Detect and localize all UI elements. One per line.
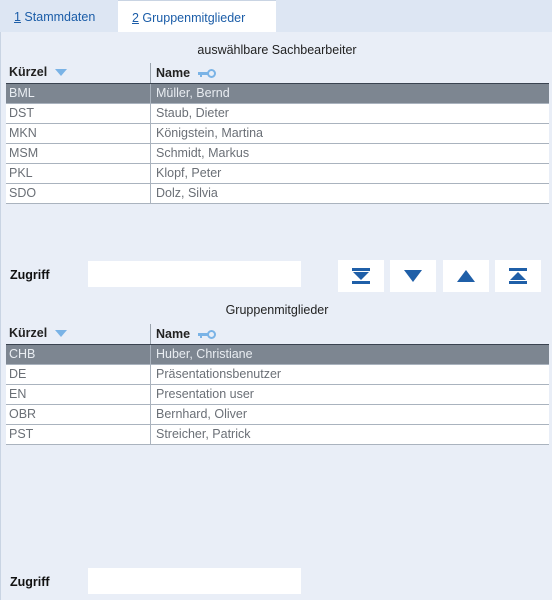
move-all-down-icon: [352, 268, 370, 284]
available-col-name-label: Name: [156, 66, 191, 80]
key-icon: [198, 69, 216, 78]
sort-desc-icon: [55, 330, 67, 337]
available-access-input[interactable]: [88, 261, 301, 287]
tab-stammdaten-label: Stammdaten: [20, 10, 96, 24]
table-row[interactable]: [6, 144, 549, 164]
available-col-kuerzel[interactable]: [9, 65, 67, 79]
move-all-up-icon: [509, 268, 527, 284]
members-col-name[interactable]: [150, 324, 216, 344]
cell-kuerzel: PKL: [9, 166, 33, 180]
tab-bar: [0, 0, 552, 32]
cell-name: Presentation user: [150, 385, 254, 404]
tab-stammdaten[interactable]: [0, 0, 116, 32]
cell-name: Klopf, Peter: [150, 164, 221, 183]
cell-name: Huber, Christiane: [150, 345, 253, 364]
available-access-label: Zugriff: [10, 268, 50, 282]
tab-gruppenmitglieder[interactable]: [118, 0, 276, 32]
tab-stammdaten-key: 1: [14, 10, 21, 24]
sort-desc-icon: [55, 69, 67, 76]
members-access-label: Zugriff: [10, 575, 50, 589]
cell-kuerzel: PST: [9, 427, 34, 441]
cell-kuerzel: CHB: [9, 347, 36, 361]
cell-kuerzel: DE: [9, 367, 27, 381]
table-row[interactable]: [6, 184, 549, 204]
cell-name: Staub, Dieter: [150, 104, 229, 123]
table-row[interactable]: [6, 345, 549, 365]
tab-gruppenmitglieder-label: Gruppenmitglieder: [138, 11, 246, 25]
move-down-button[interactable]: [390, 260, 436, 292]
available-grid: [6, 63, 549, 204]
tab-panel: [0, 32, 552, 600]
members-col-name-label: Name: [156, 327, 191, 341]
cell-kuerzel: OBR: [9, 407, 37, 421]
available-rows: [6, 84, 549, 204]
members-col-kuerzel[interactable]: [9, 326, 67, 340]
available-col-name[interactable]: [150, 63, 216, 83]
cell-name: Präsentationsbenutzer: [150, 365, 281, 384]
available-grid-header: [6, 63, 549, 84]
move-up-button[interactable]: [443, 260, 489, 292]
cell-name: Bernhard, Oliver: [150, 405, 247, 424]
available-section-title: auswählbare Sachbearbeiter: [197, 43, 357, 57]
available-col-kuerzel-label: Kürzel: [9, 65, 48, 79]
cell-name: Schmidt, Markus: [150, 144, 249, 163]
cell-kuerzel: DST: [9, 106, 34, 120]
table-row[interactable]: [6, 84, 549, 104]
members-grid: [6, 324, 549, 445]
cell-name: Streicher, Patrick: [150, 425, 250, 444]
table-row[interactable]: [6, 164, 549, 184]
table-row[interactable]: [6, 425, 549, 445]
cell-name: Königstein, Martina: [150, 124, 263, 143]
cell-name: Müller, Bernd: [150, 84, 230, 103]
table-row[interactable]: [6, 124, 549, 144]
members-grid-header: [6, 324, 549, 345]
members-section-title: Gruppenmitglieder: [225, 303, 329, 317]
cell-kuerzel: EN: [9, 387, 27, 401]
move-all-up-button[interactable]: [495, 260, 541, 292]
table-row[interactable]: [6, 104, 549, 124]
key-icon: [198, 330, 216, 339]
table-row[interactable]: [6, 365, 549, 385]
table-row[interactable]: [6, 405, 549, 425]
cell-name: Dolz, Silvia: [150, 184, 218, 203]
members-col-kuerzel-label: Kürzel: [9, 326, 48, 340]
move-up-icon: [457, 270, 475, 282]
table-row[interactable]: [6, 385, 549, 405]
cell-kuerzel: BML: [9, 86, 35, 100]
cell-kuerzel: SDO: [9, 186, 37, 200]
members-rows: [6, 345, 549, 445]
members-access-input[interactable]: [88, 568, 301, 594]
tab-gruppenmitglieder-key: 2: [132, 11, 139, 25]
move-down-icon: [404, 270, 422, 282]
move-all-down-button[interactable]: [338, 260, 384, 292]
cell-kuerzel: MKN: [9, 126, 37, 140]
cell-kuerzel: MSM: [9, 146, 39, 160]
